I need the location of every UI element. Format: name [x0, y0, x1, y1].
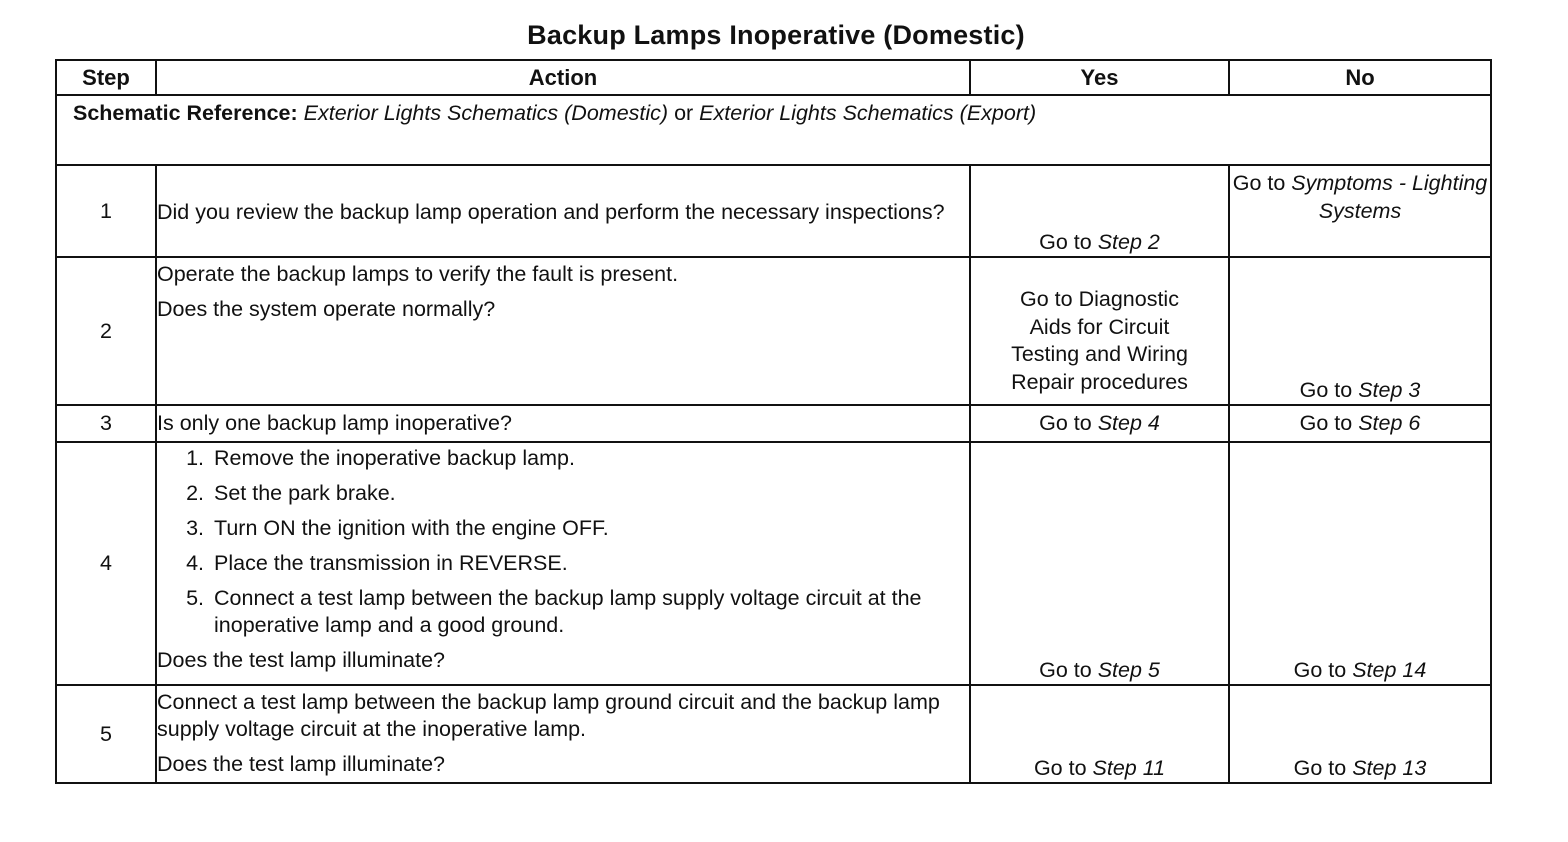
diagnostic-table [55, 59, 1492, 784]
action-cell [156, 685, 970, 783]
go-to-label: Go to [1293, 756, 1347, 780]
substep-number: 1. [186, 446, 204, 470]
no-cell [1229, 405, 1491, 442]
no-link[interactable]: Step 6 [1358, 411, 1421, 435]
no-link[interactable]: Symptoms - Lighting Systems [1291, 171, 1488, 223]
substep-number: 2. [186, 481, 204, 505]
yes-link-diagnostic-aids[interactable] [971, 286, 1228, 404]
step-number: 3 [56, 405, 156, 442]
page-title: Backup Lamps Inoperative (Domestic) [527, 20, 1025, 50]
schematic-link-export[interactable]: Exterior Lights Schematics (Export) [699, 101, 1037, 125]
list-item [157, 585, 969, 639]
schematic-connector: or [674, 101, 694, 125]
substep-text: Remove the inoperative backup lamp. [214, 446, 575, 470]
action-text: Did you review the backup lamp operation and perform the necessary inspections? [157, 200, 945, 224]
table-row [56, 442, 1491, 685]
step-number: 2 [56, 257, 156, 405]
table-row [56, 165, 1491, 257]
go-to-label: Go to [1039, 658, 1092, 682]
header-yes: Yes [970, 60, 1229, 95]
action-question: Does the system operate normally? [157, 297, 496, 321]
yes-link[interactable]: Step 2 [1097, 230, 1160, 254]
substep-text: Set the park brake. [214, 481, 396, 505]
yes-cell [970, 685, 1229, 783]
action-cell [156, 442, 970, 685]
list-item [157, 550, 969, 577]
yes-link[interactable]: Step 5 [1097, 658, 1160, 682]
yes-link[interactable]: Step 11 [1092, 756, 1166, 780]
action-cell [156, 405, 970, 442]
substep-text: Turn ON the ignition with the engine OFF. [214, 516, 609, 540]
header-step: Step [56, 60, 156, 95]
go-to-label: Go to [1039, 411, 1092, 435]
yes-line: Testing and Wiring [1011, 342, 1188, 366]
go-to-label: Go to [1299, 378, 1353, 402]
substep-text: Connect a test lamp between the backup lamp supply voltage circuit at the inoperative lamp and a good ground. [214, 586, 922, 637]
action-question: Does the test lamp illuminate? [157, 648, 446, 672]
yes-cell [970, 442, 1229, 685]
substep-text: Place the transmission in REVERSE. [214, 551, 568, 575]
step-number: 4 [56, 442, 156, 685]
no-cell [1229, 442, 1491, 685]
yes-line: Aids for Circuit [1029, 314, 1170, 339]
yes-cell [970, 165, 1229, 257]
header-no: No [1229, 60, 1491, 95]
no-link[interactable]: Step 3 [1358, 378, 1421, 402]
no-link[interactable]: Step 14 [1352, 658, 1427, 682]
no-cell [1229, 165, 1491, 257]
go-to-label: Go to [1232, 171, 1286, 195]
header-row [56, 60, 1491, 95]
substep-number: 3. [186, 516, 204, 540]
schematic-reference [56, 95, 1491, 165]
header-action: Action [156, 60, 970, 95]
no-cell [1229, 257, 1491, 405]
go-to-label: Go to [1033, 756, 1087, 780]
schematic-label: Schematic Reference: [73, 101, 298, 125]
no-link[interactable]: Step 13 [1352, 756, 1427, 780]
action-text: Operate the backup lamps to verify the fault is present. [157, 262, 679, 286]
action-cell [156, 165, 970, 257]
yes-line: Go to Diagnostic [1020, 287, 1179, 311]
table-row [56, 257, 1491, 405]
substep-list [157, 445, 969, 639]
go-to-label: Go to [1293, 658, 1347, 682]
action-question: Does the test lamp illuminate? [157, 752, 446, 776]
list-item [157, 480, 969, 507]
step-number: 1 [56, 165, 156, 257]
action-text: Is only one backup lamp inoperative? [157, 411, 512, 435]
substep-number: 5. [186, 586, 204, 610]
table-row [56, 405, 1491, 442]
action-cell [156, 257, 970, 405]
yes-link[interactable]: Step 4 [1097, 411, 1160, 435]
no-cell [1229, 685, 1491, 783]
schematic-link-domestic[interactable]: Exterior Lights Schematics (Domestic) [303, 101, 669, 125]
yes-cell [970, 405, 1229, 442]
schematic-row [56, 95, 1491, 165]
yes-cell [970, 257, 1229, 405]
table-row [56, 685, 1491, 783]
list-item [157, 445, 969, 472]
go-to-label: Go to [1299, 411, 1353, 435]
substep-number: 4. [186, 551, 204, 575]
yes-line: Repair procedures [1011, 369, 1188, 394]
action-text: Connect a test lamp between the backup lamp ground circuit and the backup lamp supply voltage circuit at the inoperative lamp. [157, 690, 940, 741]
list-item [157, 515, 969, 542]
go-to-label: Go to [1039, 230, 1092, 254]
step-number: 5 [56, 685, 156, 783]
